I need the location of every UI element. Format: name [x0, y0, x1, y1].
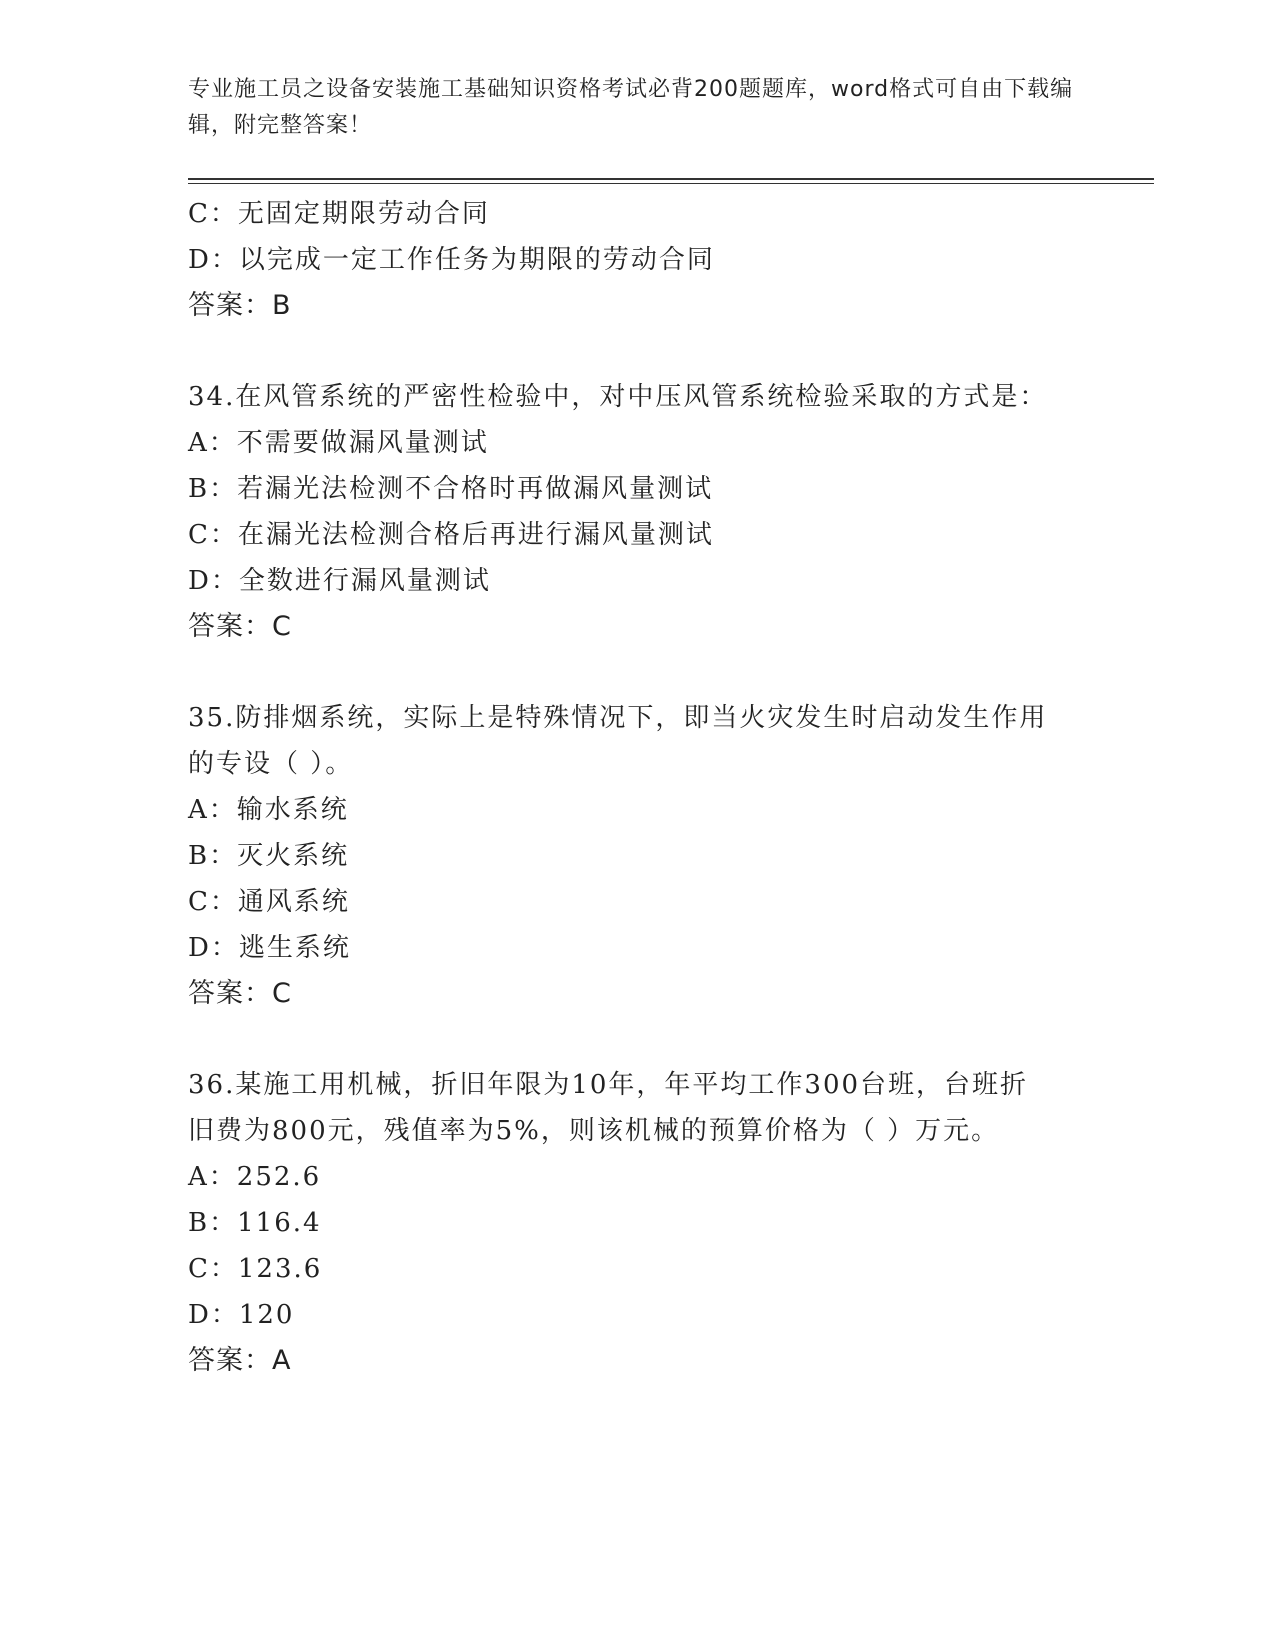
answer-line: 答案：B	[188, 290, 292, 321]
question-34	[188, 374, 1088, 650]
option-b: B：若漏光法检测不合格时再做漏风量测试	[188, 474, 714, 504]
option-b: B：灭火系统	[188, 841, 350, 871]
header-rule-thick	[188, 178, 1154, 180]
option-b: B：116.4	[188, 1208, 322, 1238]
carryover-block	[188, 191, 1088, 329]
option-c: C：通风系统	[188, 887, 350, 917]
option-c: C：无固定期限劳动合同	[188, 199, 490, 229]
option-a: A：252.6	[188, 1162, 322, 1192]
option-a: A：输水系统	[188, 795, 349, 825]
spacer	[188, 650, 1088, 695]
question-36	[188, 1062, 1088, 1384]
document-body	[188, 191, 1088, 1384]
option-d: D：以完成一定工作任务为期限的劳动合同	[188, 245, 715, 275]
answer-line: 答案：A	[188, 1345, 292, 1376]
spacer	[188, 1017, 1088, 1062]
option-d: D：逃生系统	[188, 933, 351, 963]
spacer	[188, 329, 1088, 374]
question-stem-line-2: 的专设（ ）。	[188, 749, 354, 779]
answer-line: 答案：C	[188, 978, 292, 1009]
option-d: D：120	[188, 1300, 295, 1330]
question-35	[188, 695, 1088, 1017]
option-c: C：在漏光法检测合格后再进行漏风量测试	[188, 520, 714, 550]
question-stem-line-1: 35.防排烟系统，实际上是特殊情况下，即当火灾发生时启动发生作用	[188, 703, 1048, 733]
option-c: C：123.6	[188, 1254, 323, 1284]
header-rule-thin	[188, 183, 1154, 184]
option-a: A：不需要做漏风量测试	[188, 428, 489, 458]
question-stem: 34.在风管系统的严密性检验中，对中压风管系统检验采取的方式是：	[188, 382, 1048, 412]
answer-line: 答案：C	[188, 611, 292, 642]
question-stem-line-1: 36.某施工用机械，折旧年限为10年，年平均工作300台班，台班折	[188, 1070, 1029, 1100]
option-d: D：全数进行漏风量测试	[188, 566, 491, 596]
question-stem-line-2: 旧费为800元，残值率为5%，则该机械的预算价格为（ ）万元。	[188, 1116, 1000, 1146]
document-header: 专业施工员之设备安装施工基础知识资格考试必背200题题库，word格式可自由下载编辑，附完整答案！	[188, 77, 1074, 138]
